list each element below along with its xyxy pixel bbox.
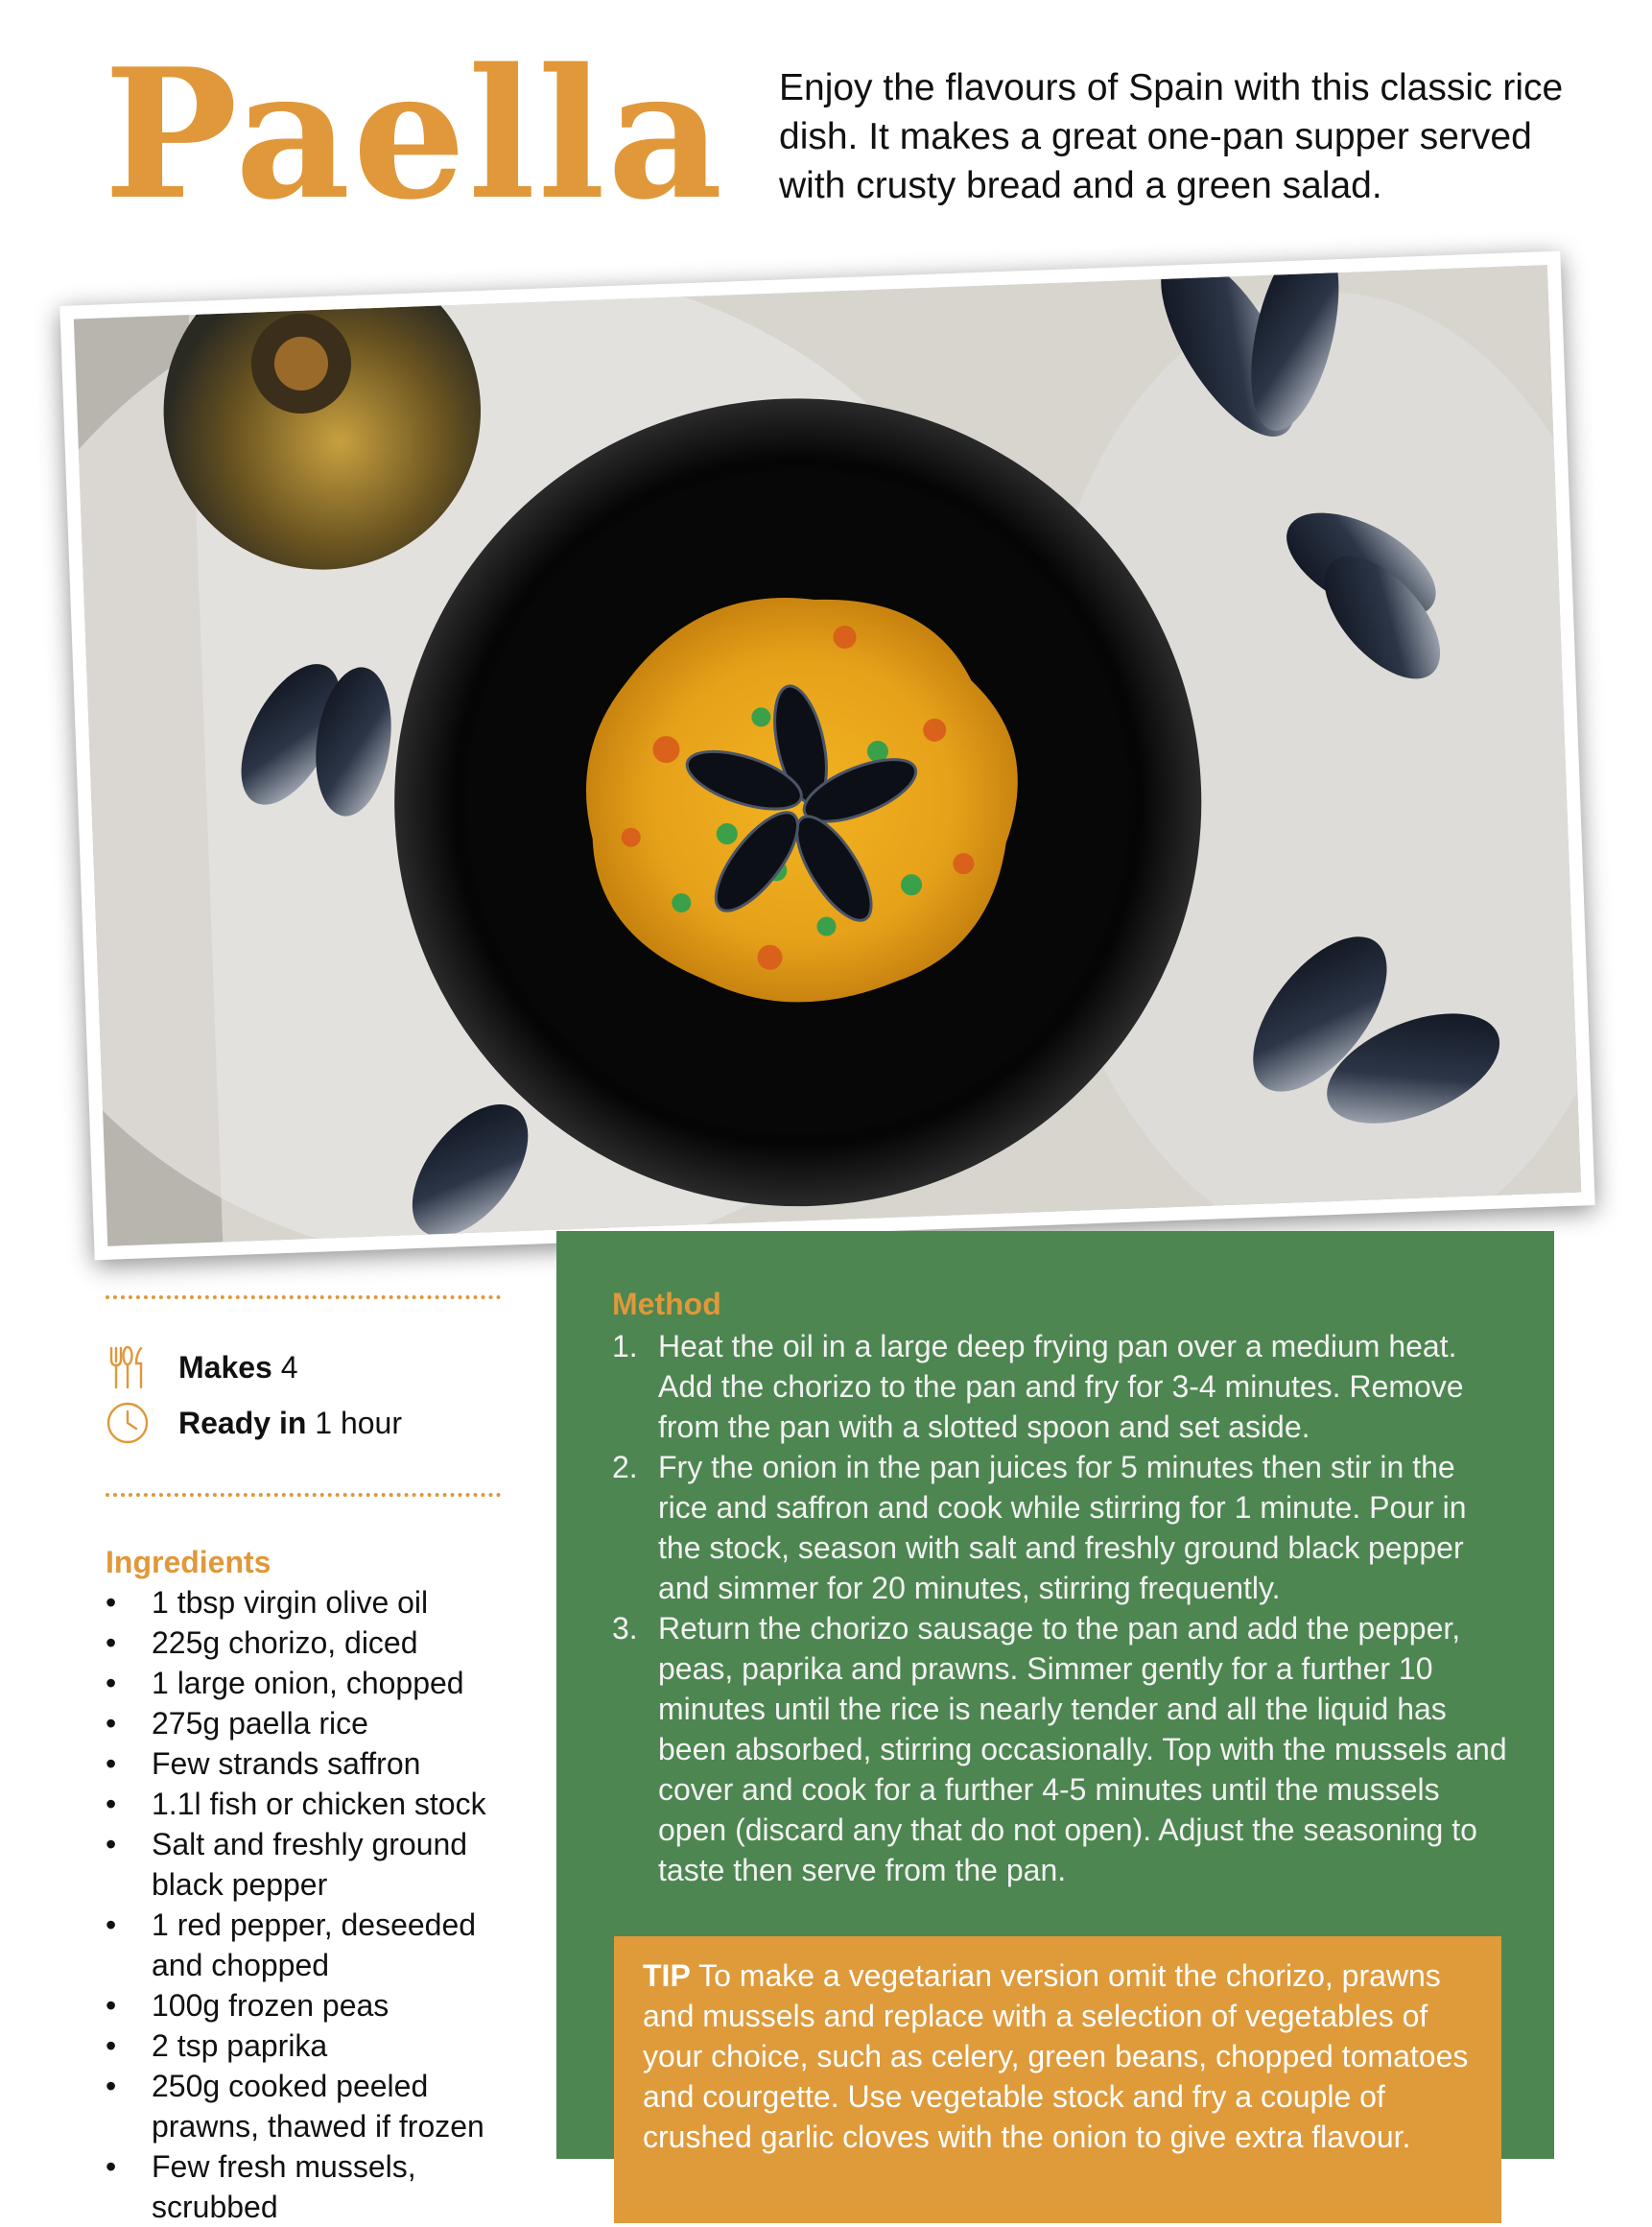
bullet-icon: • xyxy=(106,2149,117,2184)
method-steps xyxy=(612,1326,1512,1890)
bullet-icon: • xyxy=(106,1706,117,1741)
ingredient-item: • Few fresh mussels, scrubbed xyxy=(106,2146,528,2227)
ingredients-heading: Ingredients xyxy=(106,1545,271,1579)
bullet-icon: • xyxy=(106,1988,117,2023)
recipe-intro: Enjoy the flavours of Spain with this classic rice dish. It makes a great one-pan supper served with crusty bread and a green salad. xyxy=(779,67,1564,206)
dotted-divider-bottom xyxy=(106,1493,501,1497)
paella-photo xyxy=(59,251,1594,1261)
dotted-divider-top xyxy=(106,1295,501,1299)
ingredient-item: • 1 tbsp virgin olive oil xyxy=(106,1582,528,1623)
bullet-icon: • xyxy=(106,1585,117,1620)
bullet-icon: • xyxy=(106,1625,117,1660)
ingredient-item: • 275g paella rice xyxy=(106,1703,528,1743)
ingredient-item: • 1 large onion, chopped xyxy=(106,1663,528,1703)
tip-box xyxy=(614,1936,1501,2223)
tip-text: To make a vegetarian version omit the chorizo, prawns and mussels and replace with a selection of vegetables of your choice, such as celery, green beans, chopped tomatoes and courgette. Use vegetable stock and fry a couple of crushed garlic cloves with the onion to give extra flavour. xyxy=(643,1958,1469,2154)
bullet-icon: • xyxy=(106,1827,117,1861)
step-number: 3. xyxy=(612,1611,638,1646)
makes-stat xyxy=(106,1345,298,1389)
cutlery-icon xyxy=(106,1345,150,1389)
method-step: 2. Fry the onion in the pan juices for 5 minutes then stir in the rice and saffron and cook while stirring for 1 minute. Pour in the stock, season with salt and freshly ground black pepper and simmer for 20 minutes, stirring frequently. xyxy=(612,1447,1512,1608)
ingredient-item: • 1 red pepper, deseeded and chopped xyxy=(106,1905,528,1985)
method-heading: Method xyxy=(612,1287,721,1321)
bullet-icon: • xyxy=(106,1746,117,1781)
ingredient-item: • 2 tsp paprika xyxy=(106,2026,528,2066)
ready-stat xyxy=(106,1401,402,1445)
ingredient-item: • 100g frozen peas xyxy=(106,1985,528,2026)
ingredients-list xyxy=(106,1582,528,2227)
ingredient-item: • Salt and freshly ground black pepper xyxy=(106,1824,528,1905)
ingredient-item: • 1.1l fish or chicken stock xyxy=(106,1784,528,1824)
bullet-icon: • xyxy=(106,1666,117,1700)
ready-text xyxy=(178,1406,402,1441)
method-step: 1. Heat the oil in a large deep frying pan over a medium heat. Add the chorizo to the pan and fry for 3-4 minutes. Remove from the pan with a slotted spoon and set aside. xyxy=(612,1326,1512,1447)
paella-photo-image xyxy=(74,265,1581,1246)
ingredients-section xyxy=(106,1545,528,2227)
ingredient-item: • Few strands saffron xyxy=(106,1743,528,1784)
ready-value: 1 hour xyxy=(315,1405,402,1440)
recipe-title: Paella xyxy=(104,29,725,239)
step-number: 1. xyxy=(612,1329,638,1363)
step-number: 2. xyxy=(612,1450,638,1484)
clock-icon xyxy=(106,1401,150,1445)
bullet-icon: • xyxy=(106,1907,117,1942)
tip-label: TIP xyxy=(643,1958,691,1993)
bullet-icon: • xyxy=(106,1787,117,1821)
method-step: 3. Return the chorizo sausage to the pan and add the pepper, peas, paprika and prawns. Simmer gently for a further 10 minutes until the rice is nearly tender and all the liquid has been absorbed, stirring occasionally. Top with the mussels and cover and cook for a further 4-5 minutes until the mussels open (discard any that do not open). Adjust the seasoning to taste then serve from the pan. xyxy=(612,1608,1512,1890)
ready-label: Ready in xyxy=(178,1405,307,1440)
bullet-icon: • xyxy=(106,2028,117,2063)
makes-value: 4 xyxy=(280,1349,298,1385)
bullet-icon: • xyxy=(106,2069,117,2103)
ingredient-item: • 225g chorizo, diced xyxy=(106,1623,528,1663)
makes-text xyxy=(178,1350,298,1386)
makes-label: Makes xyxy=(178,1349,272,1385)
ingredient-item: • 250g cooked peeled prawns, thawed if frozen xyxy=(106,2066,528,2146)
